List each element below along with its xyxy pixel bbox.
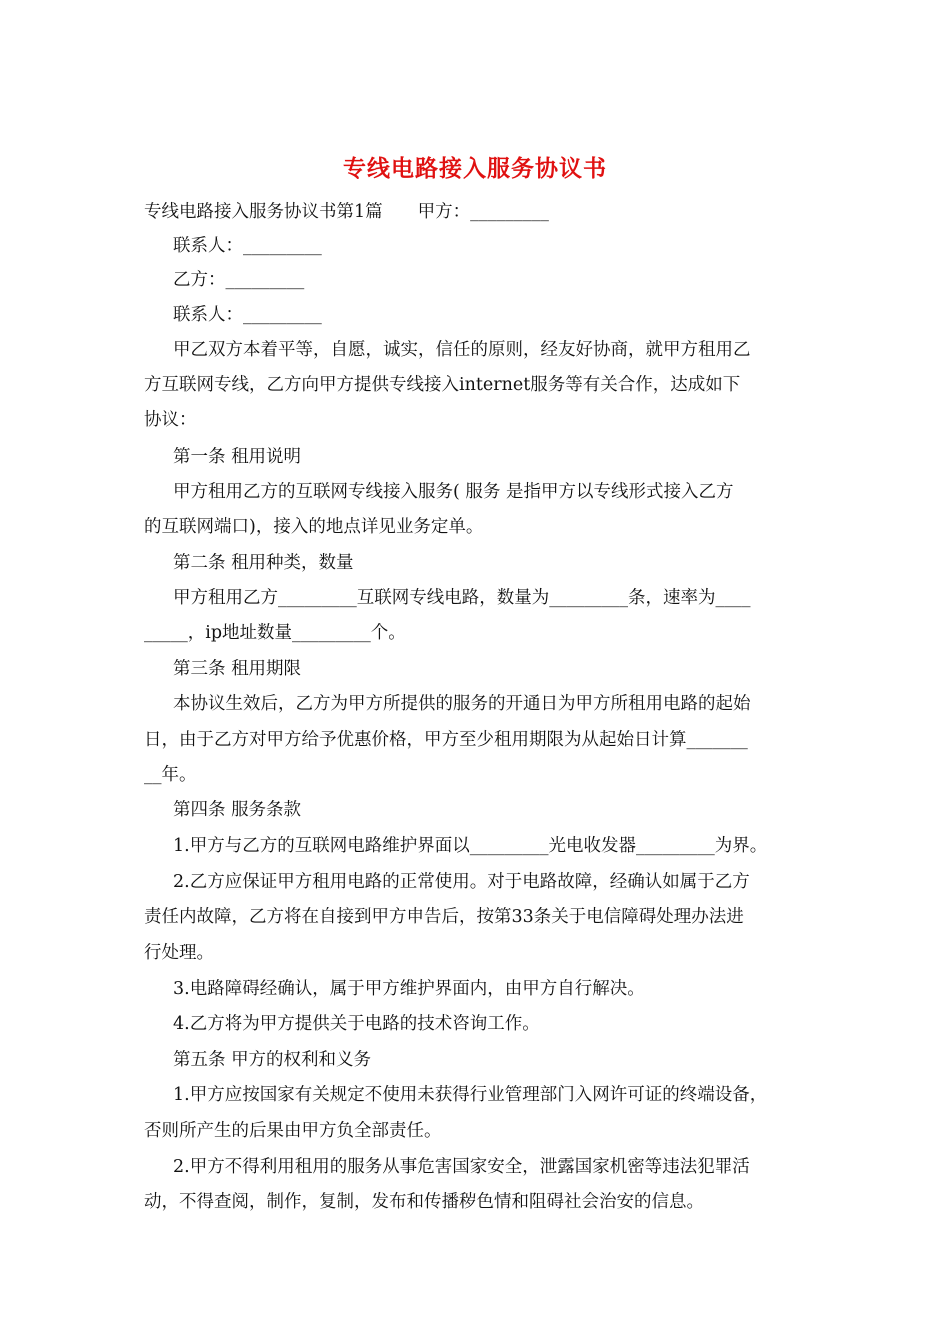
text-line: 否则所产生的后果由甲方负全部责任。 [144,1121,442,1141]
section-heading: 第一条 租用说明 [173,447,302,467]
text-line: 的互联网端口)，接入的地点详见业务定单。 [144,517,484,537]
text-line: __年。 [144,765,197,785]
text-line: 4.乙方将为甲方提供关于电路的技术咨询工作。 [173,1014,540,1034]
text-line: 专线电路接入服务协议书第1篇 甲方：_________ [144,202,549,222]
text-line: 行处理。 [144,943,214,963]
text-line: 协议： [144,410,197,430]
section-heading: 第五条 甲方的权利和义务 [173,1050,372,1070]
text-line: 联系人：_________ [173,236,322,256]
section-heading: 第二条 租用种类，数量 [173,553,354,573]
text-line: 1.甲方与乙方的互联网电路维护界面以_________光电收发器_________为界。 [173,836,768,856]
section-heading: 第四条 服务条款 [173,800,302,820]
text-line: 动，不得查阅，制作，复制，发布和传播秽色情和阻碍社会治安的信息。 [144,1192,704,1212]
text-line: 2.甲方不得利用租用的服务从事危害国家安全，泄露国家机密等违法犯罪活 [173,1157,750,1177]
text-line: 甲乙双方本着平等，自愿，诚实，信任的原则，经友好协商，就甲方租用乙 [173,340,751,360]
text-line: 甲方租用乙方_________互联网专线电路，数量为_________条，速率为____ [173,588,751,608]
text-line: 方互联网专线，乙方向甲方提供专线接入internet服务等有关合作，达成如下 [144,375,741,395]
section-heading: 第三条 租用期限 [173,659,302,679]
text-line: _____，ip地址数量_________个。 [144,623,406,643]
text-line: 本协议生效后，乙方为甲方所提供的服务的开通日为甲方所租用电路的起始 [173,694,751,714]
text-line: 联系人：_________ [173,305,322,325]
text-line: 责任内故障，乙方将在自接到甲方申告后，按第33条关于电信障碍处理办法进 [144,907,744,927]
text-line: 日，由于乙方对甲方给予优惠价格，甲方至少租用期限为从起始日计算_______ [144,730,748,750]
text-line: 甲方租用乙方的互联网专线接入服务( 服务 是指甲方以专线形式接入乙方 [173,482,734,502]
text-line: 2.乙方应保证甲方租用电路的正常使用。对于电路故障，经确认如属于乙方 [173,872,750,892]
text-line: 1.甲方应按国家有关规定不使用未获得行业管理部门入网许可证的终端设备， [173,1085,768,1105]
text-line: 乙方：_________ [173,270,305,290]
text-line: 3.电路障碍经确认，属于甲方维护界面内，由甲方自行解决。 [173,979,645,999]
document-title: 专线电路接入服务协议书 [343,155,607,182]
